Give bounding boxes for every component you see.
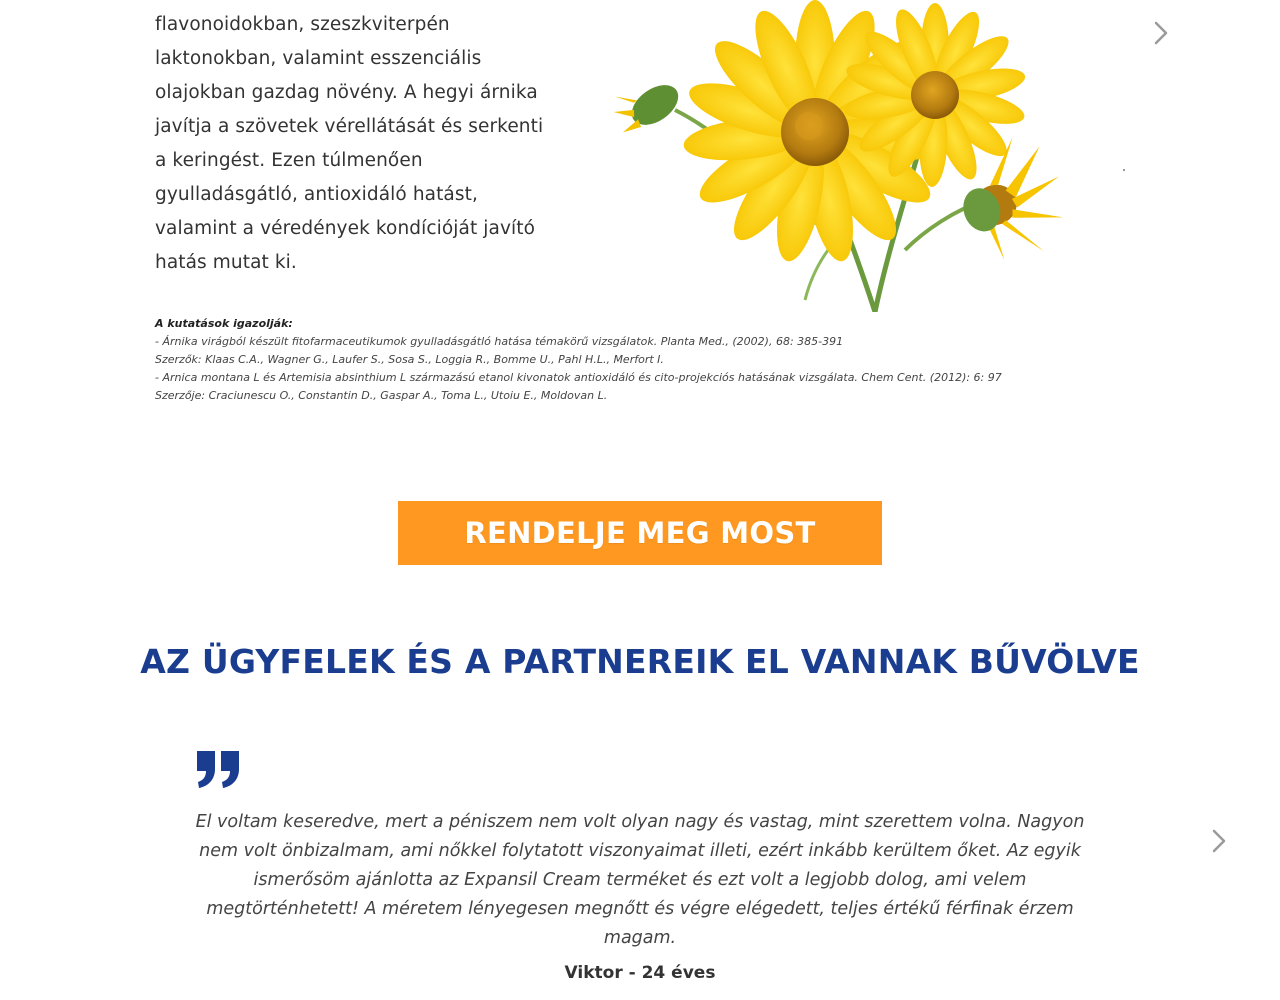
slider-next-button[interactable] [1150,18,1172,48]
quote-icon [195,749,243,789]
research-references [155,315,1115,405]
reference-line: - Arnica montana L és Artemisia absinthium L származású etanol kivonatok antioxidáló és cito-projekciós hatásának vizsgálata. Chem Cent. (2012): 6: 97 [155,371,1002,384]
testimonial-quote: El voltam keseredve, mert a péniszem nem volt olyan nagy és vastag, mint szerettem volna. Nagyon nem volt önbizalmam, ami nőkkel folytatott viszonyaimat illeti, ezért inkább kerültem őket. Az egyik ismerősöm ajánlotta az Expansil Cream terméket és ezt volt a legjobb dolog, ami velem megtörténhetett! A méretem lényegesen megnőtt és végre elégedett, teljes értékű férfinak érzem magam. [195,812,1085,948]
reference-line: Szerzője: Craciunescu O., Constantin D., Gaspar A., Toma L., Utoiu E., Moldovan L. [155,389,608,402]
ingredient-description [155,8,545,280]
testimonial-next-button[interactable] [1208,826,1230,856]
chevron-right-icon [1208,826,1230,856]
reference-line: - Árnika virágból készült fitofarmaceutikumok gyulladásgátló hatása témakörű vizsgálatok. Planta Med., (2002), 68: 385-391 [155,335,844,348]
references-title: A kutatások igazolják: [155,317,293,330]
arnica-flower-image [585,0,1095,312]
ingredient-paragraph: flavonoidokban, szeszkviterpén laktonokban, valamint esszenciális olajokban gazdag növény. A hegyi árnika javítja a szövetek vérellátását és serkenti a keringést. Ezen túlmenően gyulladásgátló, antioxidáló hatást, valamint a véredények kondícióját javító hatás mutat ki. [155,14,544,273]
decorative-dot [1123,169,1125,171]
reference-line: Szerzők: Klaas C.A., Wagner G., Laufer S., Sosa S., Loggia R., Bomme U., Pahl H.L., Merfort I. [155,353,664,366]
testimonials-heading: AZ ÜGYFELEK ÉS A PARTNEREIK EL VANNAK BŰVÖLVE [140,642,1140,681]
order-now-button[interactable]: RENDELJE MEG MOST [398,501,882,565]
testimonial-author: Viktor - 24 éves [564,963,716,983]
chevron-right-icon [1150,18,1172,48]
